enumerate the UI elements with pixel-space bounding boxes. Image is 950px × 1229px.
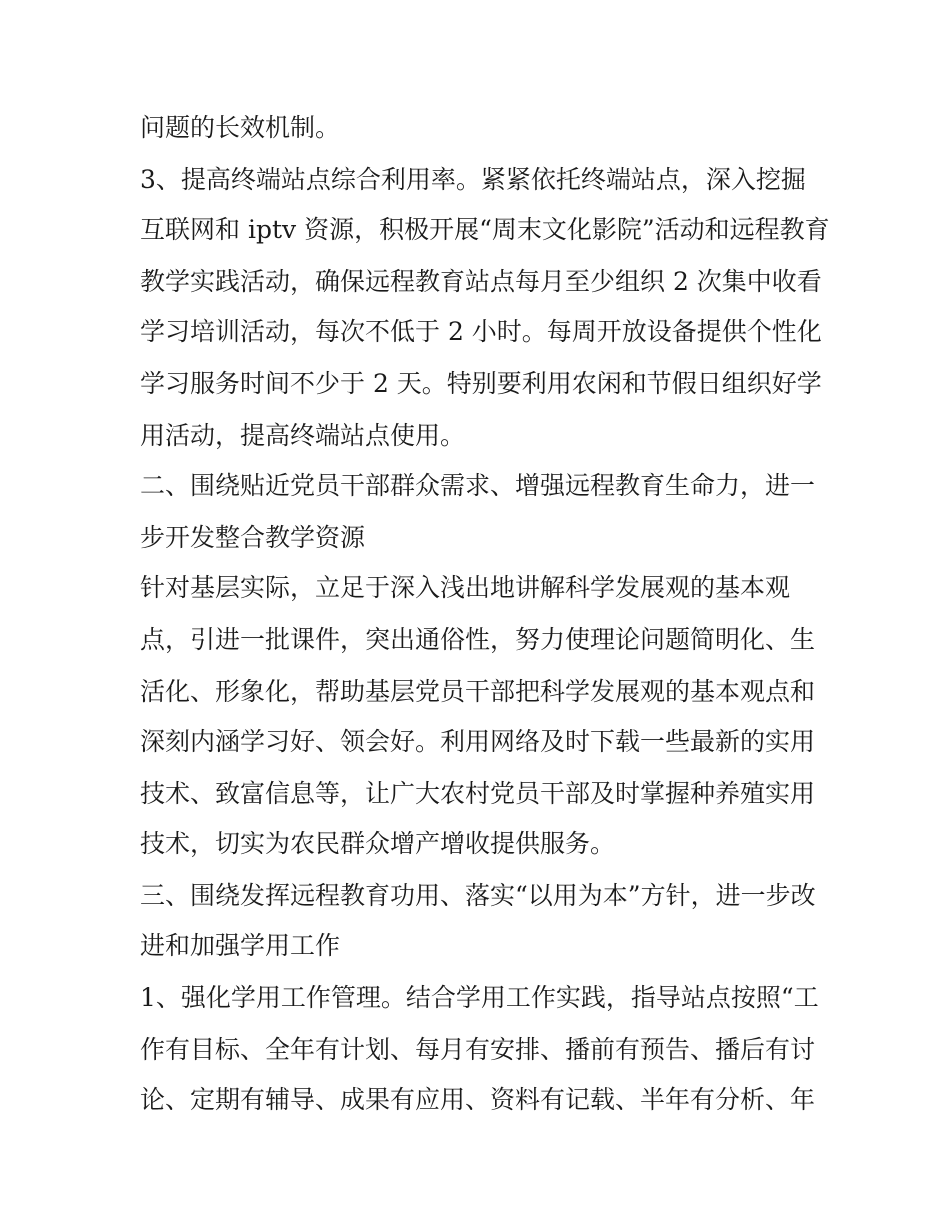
text-line: 学习服务时间不少于 2 天。特别要利用农闲和节假日组织好学 <box>140 369 822 398</box>
section-heading: 三、围绕发挥远程教育功用、落实“以用为本”方针，进一步改 <box>140 881 816 910</box>
text-line: 作有目标、全年有计划、每月有安排、播前有预告、播后有讨 <box>140 1035 816 1064</box>
text-line: 3、提高终端站点综合利用率。紧紧依托终端站点，深入挖掘 <box>140 165 806 194</box>
text-line: 互联网和 iptv 资源，积极开展“周末文化影院”活动和远程教育 <box>140 215 830 244</box>
text-line: 针对基层实际，立足于深入浅出地讲解科学发展观的基本观 <box>140 573 791 602</box>
text-line: 用活动，提高终端站点使用。 <box>140 421 466 450</box>
section-heading: 步开发整合教学资源 <box>140 523 366 552</box>
section-heading: 二、围绕贴近党员干部群众需求、增强远程教育生命力，进一 <box>140 471 816 500</box>
text-line: 深刻内涵学习好、领会好。利用网络及时下载一些最新的实用 <box>140 727 816 756</box>
text-line: 技术，切实为农民群众增产增收提供服务。 <box>140 829 616 858</box>
text-line: 论、定期有辅导、成果有应用、资料有记载、半年有分析、年 <box>140 1085 816 1114</box>
text-line: 点，引进一批课件，突出通俗性，努力使理论问题简明化、生 <box>140 625 816 654</box>
text-line: 问题的长效机制。 <box>140 113 341 142</box>
text-line: 技术、致富信息等，让广大农村党员干部及时掌握种养殖实用 <box>140 779 816 808</box>
text-line: 教学实践活动，确保远程教育站点每月至少组织 2 次集中收看 <box>140 267 822 296</box>
text-line: 学习培训活动，每次不低于 2 小时。每周开放设备提供个性化 <box>140 317 822 346</box>
section-heading: 进和加强学用工作 <box>140 931 341 960</box>
text-line: 活化、形象化，帮助基层党员干部把科学发展观的基本观点和 <box>140 677 816 706</box>
text-line: 1、强化学用工作管理。结合学用工作实践，指导站点按照“工 <box>140 983 819 1012</box>
